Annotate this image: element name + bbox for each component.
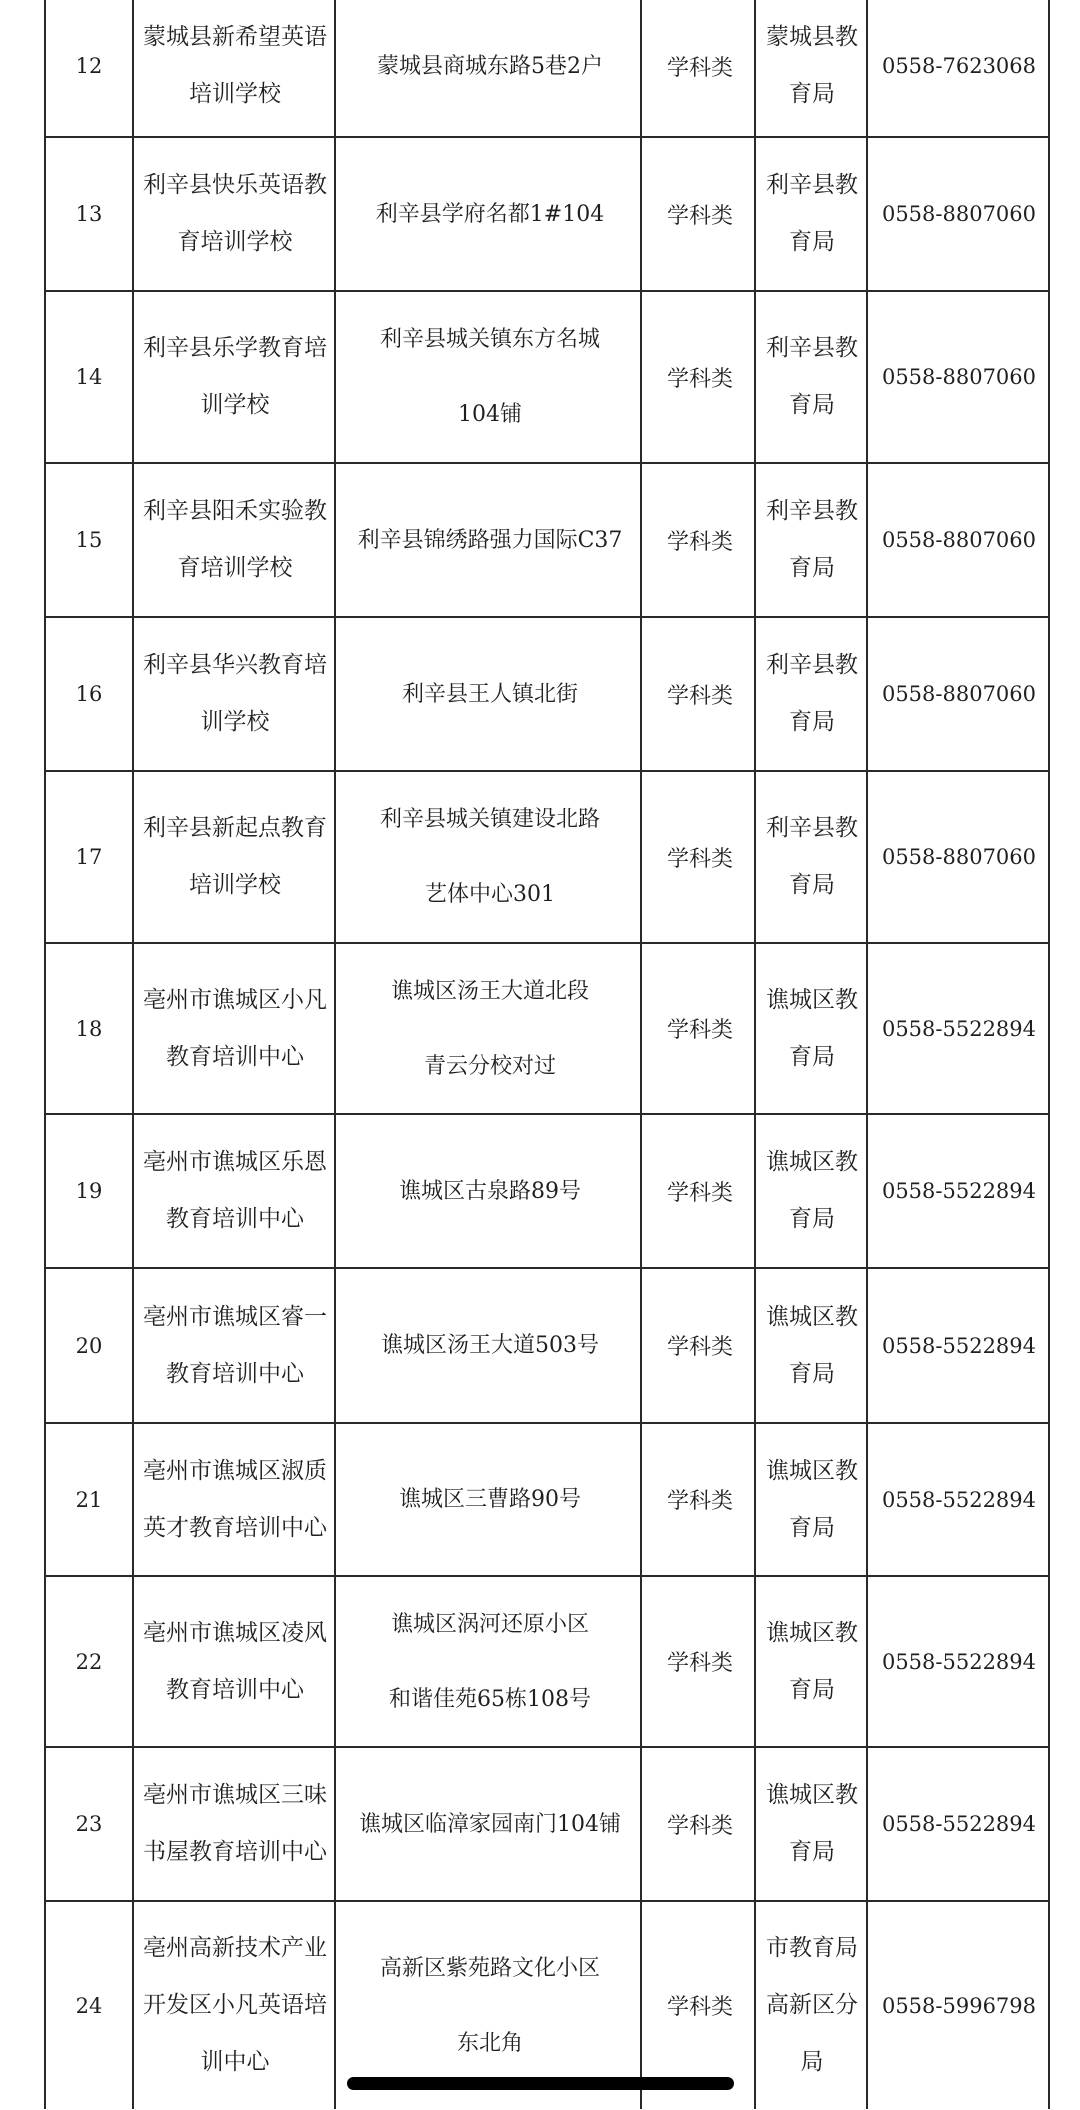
institution-name-text: 亳州市谯城区乐恩 教育培训中心 [143,1149,327,1232]
address-text: 利辛县锦绣路强力国际C37 [357,527,623,553]
authority-cell [758,943,866,1114]
row-number-text: 22 [75,1649,103,1674]
category-cell [644,1268,756,1423]
phone-number-text: 0558-8807060 [881,845,1037,869]
row-number-text: 14 [75,365,103,389]
authority-cell [758,771,866,943]
table-row [44,0,1050,137]
address-text: 谯城区三曹路90号 [399,1487,581,1512]
phone-number-text: 0558-8807060 [881,528,1037,552]
address-cell [338,463,642,617]
authority-text: 利辛县教 育局 [766,335,858,418]
phone-number-cell [868,1423,1050,1576]
institution-name-text: 亳州市谯城区凌风 教育培训中心 [143,1619,327,1703]
category-cell [644,137,756,291]
phone-number-cell [868,1576,1050,1747]
category-cell [644,463,756,617]
phone-number-text: 0558-5522894 [881,1333,1037,1358]
phone-number-cell [868,463,1050,617]
row-number-cell [46,943,132,1114]
phone-number-cell [868,1114,1050,1268]
category-text: 学科类 [666,1335,733,1360]
phone-number-cell [868,1268,1050,1423]
category-text: 学科类 [666,1813,733,1839]
address-text: 利辛县学府名都1#104 [375,201,605,227]
category-text: 学科类 [666,203,733,229]
table-row [44,1747,1050,1901]
authority-text: 谯城区教 育局 [766,986,858,1070]
institution-name-cell [134,137,336,291]
authority-text: 市教育局 高新区分 局 [766,1935,858,2075]
authority-cell [758,1901,866,2110]
row-number-cell [46,617,132,771]
row-number-text: 18 [75,1016,103,1041]
row-number-cell [46,0,132,137]
category-text: 学科类 [666,55,733,81]
authority-text: 谯城区教 育局 [766,1619,858,1703]
institution-name-cell [134,1114,336,1268]
address-text: 谯城区临漳家园南门104铺 [359,1811,621,1837]
address-cell [338,1747,642,1901]
category-cell [644,291,756,463]
table-row [44,291,1050,463]
phone-number-text: 0558-7623068 [881,54,1037,78]
row-number-text: 19 [75,1179,103,1203]
category-text: 学科类 [666,1180,733,1206]
phone-number-cell [868,0,1050,137]
phone-number-cell [868,943,1050,1114]
institution-name-cell [134,1747,336,1901]
institution-name-cell [134,1423,336,1576]
authority-text: 蒙城县教 育局 [766,24,858,107]
phone-number-cell [868,1901,1050,2110]
category-text: 学科类 [666,1995,733,2020]
institution-name-text: 利辛县阳禾实验教 育培训学校 [143,498,327,581]
institution-name-text: 亳州市谯城区淑质 英才教育培训中心 [143,1457,327,1541]
home-indicator-bar[interactable] [347,2077,734,2090]
institution-name-cell [134,1268,336,1423]
phone-number-cell [868,771,1050,943]
phone-number-cell [868,137,1050,291]
authority-text: 谯城区教 育局 [766,1149,858,1232]
phone-number-text: 0558-5522894 [881,1812,1037,1836]
address-text: 谯城区涡河还原小区 和谐佳苑65栋108号 [389,1611,591,1712]
authority-cell [758,1268,866,1423]
authority-cell [758,1114,866,1268]
authority-cell [758,463,866,617]
address-text: 谯城区汤王大道503号 [381,1333,599,1358]
category-cell [644,1423,756,1576]
row-number-cell [46,1747,132,1901]
address-text: 蒙城县商城东路5巷2户 [377,53,603,79]
authority-text: 谯城区教 育局 [766,1303,858,1387]
authority-cell [758,1747,866,1901]
authority-cell [758,617,866,771]
category-text: 学科类 [666,1489,733,1514]
category-text: 学科类 [666,846,733,872]
row-number-text: 24 [75,1993,103,2018]
address-cell [338,1423,642,1576]
category-cell [644,1114,756,1268]
row-number-text: 21 [75,1487,103,1512]
phone-number-text: 0558-5522894 [881,1487,1037,1512]
address-cell [338,137,642,291]
row-number-cell [46,1423,132,1576]
row-number-text: 12 [75,54,103,78]
phone-number-text: 0558-5522894 [881,1179,1037,1203]
phone-number-text: 0558-8807060 [881,202,1037,226]
category-cell [644,0,756,137]
row-number-cell [46,137,132,291]
authority-cell [758,137,866,291]
row-number-text: 23 [75,1812,103,1836]
phone-number-text: 0558-5522894 [881,1649,1037,1674]
phone-number-text: 0558-8807060 [881,365,1037,389]
institution-name-text: 亳州市谯城区小凡 教育培训中心 [143,986,327,1070]
authority-text: 谯城区教 育局 [766,1782,858,1865]
address-cell [338,1268,642,1423]
institution-name-cell [134,943,336,1114]
row-number-cell [46,1268,132,1423]
institution-name-text: 亳州市谯城区睿一 教育培训中心 [143,1303,327,1387]
institution-name-cell [134,0,336,137]
institution-name-cell [134,1901,336,2110]
institution-name-cell [134,1576,336,1747]
authority-text: 利辛县教 育局 [766,172,858,255]
phone-number-text: 0558-5996798 [881,1993,1037,2018]
institution-name-text: 利辛县新起点教育 培训学校 [143,815,327,898]
table-row [44,1423,1050,1576]
authority-cell [758,1423,866,1576]
address-text: 谯城区汤王大道北段 青云分校对过 [390,978,589,1079]
table-row [44,1268,1050,1423]
institution-name-text: 亳州高新技术产业 开发区小凡英语培 训中心 [143,1935,327,2075]
authority-cell [758,291,866,463]
category-cell [644,1576,756,1747]
institution-name-text: 亳州市谯城区三味 书屋教育培训中心 [143,1782,327,1865]
table-row [44,943,1050,1114]
row-number-text: 13 [75,202,103,226]
table-row [44,617,1050,771]
address-cell [338,1576,642,1747]
address-cell [338,943,642,1114]
institution-name-text: 蒙城县新希望英语 培训学校 [143,24,327,107]
category-cell [644,771,756,943]
row-number-cell [46,771,132,943]
institution-name-cell [134,463,336,617]
address-cell [338,1114,642,1268]
row-number-text: 20 [75,1333,103,1358]
category-cell [644,617,756,771]
address-text: 利辛县城关镇建设北路 艺体中心301 [379,807,600,907]
category-text: 学科类 [666,1651,733,1676]
authority-cell [758,1576,866,1747]
phone-number-cell [868,1747,1050,1901]
institution-name-text: 利辛县华兴教育培 训学校 [143,652,327,735]
row-number-cell [46,291,132,463]
category-text: 学科类 [666,366,733,392]
institution-name-cell [134,771,336,943]
address-text: 利辛县王人镇北街 [401,681,578,707]
authority-text: 谯城区教 育局 [766,1457,858,1541]
category-cell [644,1747,756,1901]
institution-name-cell [134,291,336,463]
phone-number-text: 0558-8807060 [881,682,1037,706]
table-row [44,137,1050,291]
institution-name-cell [134,617,336,771]
table-row [44,1576,1050,1747]
row-number-cell [46,463,132,617]
category-cell [644,943,756,1114]
category-text: 学科类 [666,529,733,555]
row-number-text: 17 [75,845,103,869]
authority-cell [758,0,866,137]
address-cell [338,291,642,463]
table-row [44,1114,1050,1268]
phone-number-text: 0558-5522894 [881,1016,1037,1041]
category-text: 学科类 [666,683,733,709]
row-number-cell [46,1901,132,2110]
address-cell [338,0,642,137]
institution-name-text: 利辛县快乐英语教 育培训学校 [143,172,327,255]
table-row [44,463,1050,617]
address-text: 谯城区古泉路89号 [399,1178,581,1204]
category-text: 学科类 [666,1018,733,1043]
address-text: 利辛县城关镇东方名城 104铺 [379,327,600,427]
phone-number-cell [868,617,1050,771]
address-text: 高新区紫苑路文化小区 东北角 [379,1955,600,2056]
authority-text: 利辛县教 育局 [766,652,858,735]
row-number-text: 16 [75,682,103,706]
row-number-cell [46,1114,132,1268]
authority-text: 利辛县教 育局 [766,815,858,898]
address-cell [338,771,642,943]
row-number-text: 15 [75,528,103,552]
row-number-cell [46,1576,132,1747]
address-cell [338,617,642,771]
table-row [44,771,1050,943]
institution-name-text: 利辛县乐学教育培 训学校 [143,335,327,418]
authority-text: 利辛县教 育局 [766,498,858,581]
phone-number-cell [868,291,1050,463]
